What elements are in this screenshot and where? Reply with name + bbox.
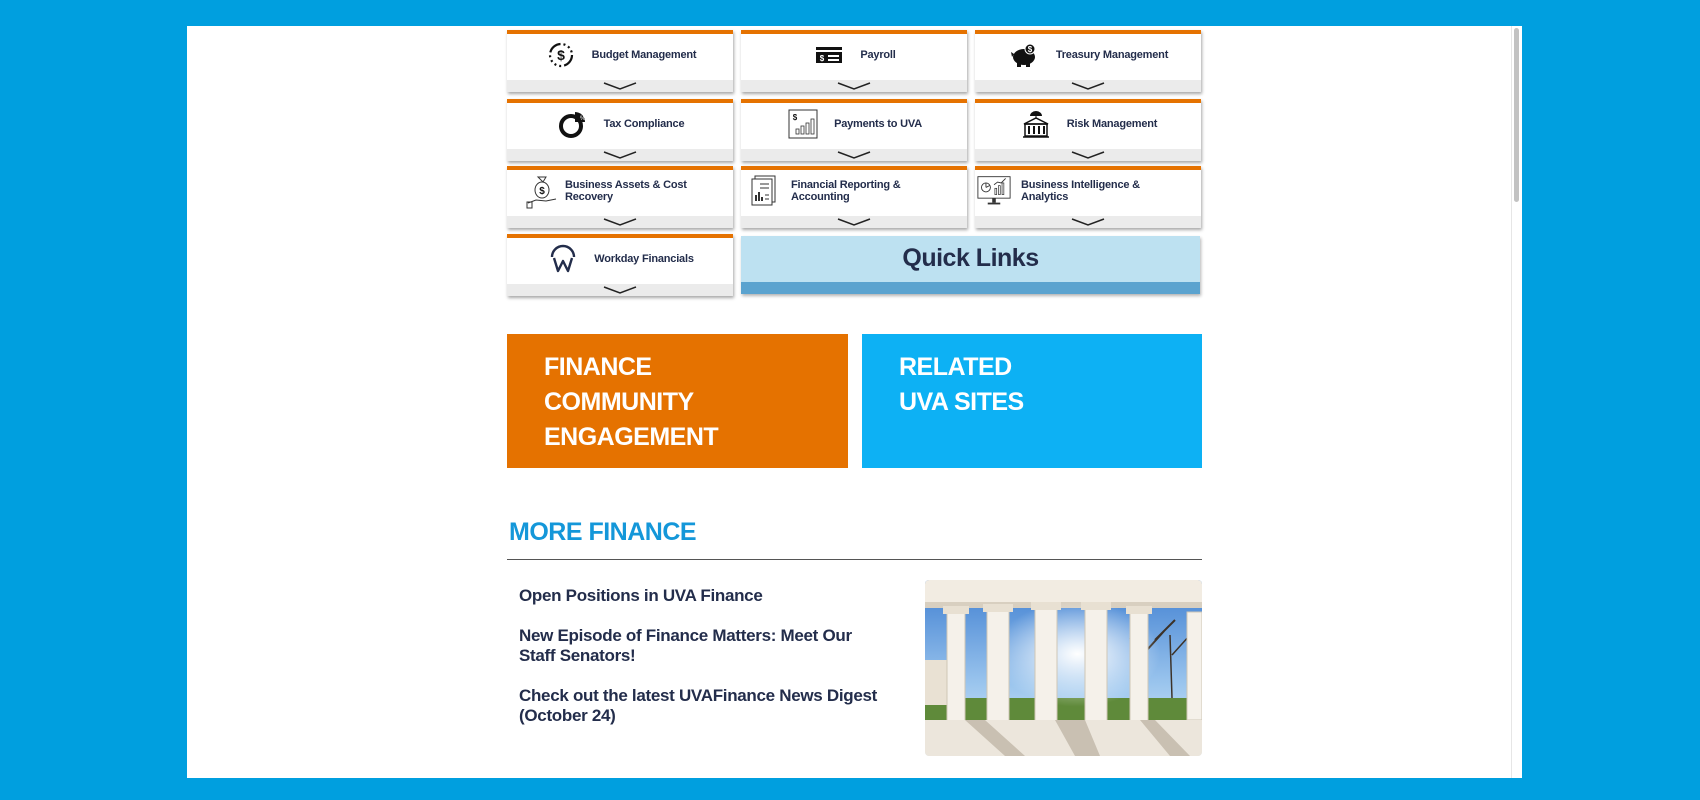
card-label: Payroll: [860, 49, 896, 61]
payment-chart-icon: [786, 109, 820, 139]
chevron-down-icon: [602, 82, 638, 90]
money-bag-hand-icon: [525, 176, 559, 206]
svg-text:$: $: [556, 47, 565, 63]
news-link[interactable]: Check out the latest UVAFinance News Digest (October 24): [519, 686, 878, 725]
tile-text: RELATED: [899, 353, 1012, 381]
tile-text: UVA SITES: [899, 388, 1024, 416]
svg-text:$: $: [539, 186, 545, 197]
news-link[interactable]: New Episode of Finance Matters: Meet Our Staff Senators!: [519, 626, 852, 665]
related-uva-sites-tile[interactable]: [862, 334, 1202, 468]
card-label: Payments to UVA: [834, 118, 922, 130]
svg-text:$: $: [820, 54, 825, 63]
quick-links-band: [741, 282, 1200, 294]
tile-text: COMMUNITY: [544, 388, 694, 416]
chevron-down-icon: [1070, 82, 1106, 90]
svg-text:$: $: [1027, 45, 1033, 54]
card-label: Risk Management: [1066, 118, 1158, 130]
finance-community-engagement-tile[interactable]: [507, 334, 848, 468]
scrollbar-thumb[interactable]: [1514, 28, 1519, 202]
chevron-down-icon: [836, 218, 872, 226]
tile-text: ENGAGEMENT: [544, 423, 719, 451]
dollar-clock-icon: [544, 40, 578, 70]
card-label: Financial Reporting & Accounting: [791, 179, 901, 203]
card-business-assets[interactable]: [507, 166, 733, 228]
feature-tiles: [507, 334, 1202, 468]
quick-links-label: Quick Links: [902, 244, 1039, 272]
card-label: Treasury Management: [1055, 49, 1169, 61]
card-tax-compliance[interactable]: [507, 99, 733, 161]
svg-text:%: %: [579, 116, 585, 122]
page: [187, 26, 1522, 778]
piggy-bank-icon: [1008, 40, 1042, 70]
quick-links-button[interactable]: [741, 236, 1200, 294]
card-treasury-management[interactable]: [975, 30, 1201, 92]
card-payments-to-uva[interactable]: [741, 99, 967, 161]
service-cards: [507, 26, 1202, 296]
paycheck-icon: [812, 40, 846, 70]
svg-text:$: $: [792, 113, 798, 122]
vertical-scrollbar[interactable]: [1511, 26, 1522, 778]
chevron-down-icon: [602, 218, 638, 226]
news-list: [519, 586, 889, 746]
card-label: Business Intelligence & Analytics: [1021, 179, 1140, 203]
tile-text: FINANCE: [544, 353, 652, 381]
report-document-icon: [747, 176, 781, 206]
more-finance-heading: MORE FINANCE: [509, 518, 697, 546]
chevron-down-icon: [1070, 151, 1106, 159]
card-label: Workday Financials: [594, 253, 694, 265]
rotunda-columns-photo: [925, 580, 1202, 756]
card-budget-management[interactable]: [507, 30, 733, 92]
card-label: Business Assets & Cost Recovery: [565, 179, 687, 203]
divider: [507, 559, 1202, 560]
workday-logo-icon: [546, 244, 580, 274]
main-content: [507, 26, 1202, 725]
card-financial-reporting[interactable]: [741, 166, 967, 228]
card-label: Tax Compliance: [603, 118, 685, 130]
card-payroll[interactable]: [741, 30, 967, 92]
chevron-down-icon: [602, 151, 638, 159]
chevron-down-icon: [602, 286, 638, 294]
news-link[interactable]: Open Positions in UVA Finance: [519, 586, 763, 605]
chevron-down-icon: [836, 82, 872, 90]
card-workday-financials[interactable]: [507, 234, 733, 296]
card-business-intelligence[interactable]: [975, 166, 1201, 228]
chevron-down-icon: [836, 151, 872, 159]
pie-chart-icon: [556, 109, 590, 139]
card-label: Budget Management: [591, 49, 697, 61]
chevron-down-icon: [1070, 218, 1106, 226]
analytics-monitor-icon: [977, 176, 1011, 206]
building-umbrella-icon: [1019, 109, 1053, 139]
card-risk-management[interactable]: [975, 99, 1201, 161]
